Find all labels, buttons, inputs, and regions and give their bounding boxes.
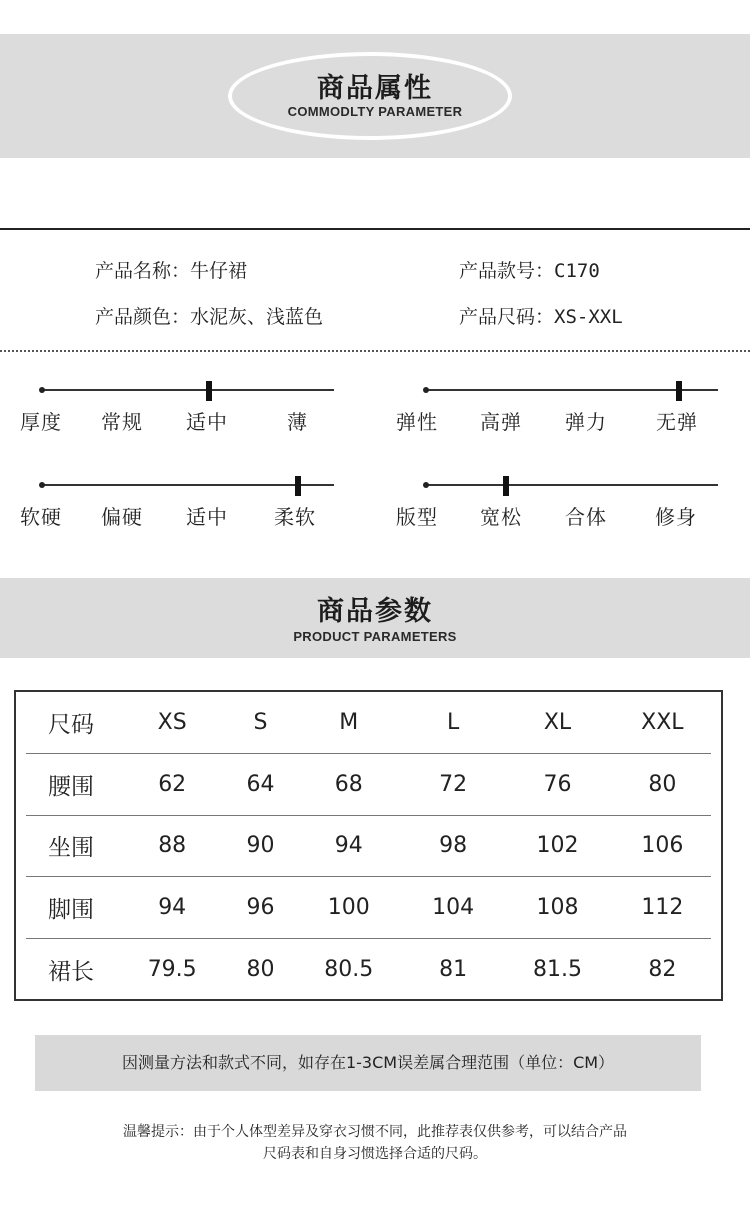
table-header-row [26, 692, 711, 754]
scale-track [42, 484, 334, 486]
table-cell: 88 [116, 816, 228, 878]
scale-label: 偏硬 [101, 505, 143, 529]
product-color-value: 水泥灰、浅蓝色 [190, 306, 324, 328]
table-cell: 80.5 [324, 956, 374, 982]
scale-marker [206, 381, 212, 401]
product-color [95, 302, 323, 329]
scale-label: 无弹 [656, 410, 698, 434]
scale-label: 软硬 [20, 505, 62, 529]
table-row [26, 877, 711, 939]
scale-label: 修身 [655, 505, 697, 529]
scale-track [426, 389, 718, 391]
scale-start-dot [39, 482, 45, 488]
table-header-cell: XL [501, 692, 613, 754]
product-color-label: 产品颜色： [95, 306, 191, 328]
scale-label: 高弹 [480, 410, 522, 434]
tip-line-1: 温馨提示：由于个人体型差异及穿衣习惯不同，此推荐表仅供参考，可以结合产品 [123, 1124, 627, 1140]
parameters-title-en: PRODUCT PARAMETERS [293, 629, 457, 644]
table-cell: 80 [614, 754, 711, 816]
product-code-label: 产品款号： [459, 260, 555, 282]
section-divider [0, 228, 750, 230]
product-size-value: XS-XXL [554, 306, 623, 328]
table-cell: 108 [501, 877, 613, 939]
attributes-title-en: COMMODLTY PARAMETER [287, 104, 463, 119]
table-cell: 81 [439, 956, 468, 982]
table-cell: 79.5 [147, 956, 197, 982]
product-code [459, 256, 600, 283]
scale-track [42, 389, 334, 391]
table-row [26, 754, 711, 816]
table-cell: 112 [614, 877, 711, 939]
scale-label: 弹性 [396, 410, 438, 434]
table-cell: 106 [614, 816, 711, 878]
table-cell: 90 [228, 816, 292, 878]
scale-label: 合体 [565, 505, 607, 529]
table-row-header: 脚围 [26, 877, 116, 939]
tip-line-2: 尺码表和自身习惯选择合适的尺码。 [263, 1146, 487, 1162]
scale-track [426, 484, 718, 486]
table-header-cell: 尺码 [26, 692, 116, 754]
product-name-value: 牛仔裙 [190, 260, 248, 282]
table-cell: 81.5 [533, 956, 582, 982]
table-cell: 96 [228, 877, 292, 939]
product-size-range [459, 302, 623, 329]
scale-start-dot [423, 387, 429, 393]
table-header-cell: S [228, 692, 292, 754]
table-header-cell: M [293, 692, 405, 754]
scale-label: 常规 [101, 410, 143, 434]
measurement-note: 因测量方法和款式不同，如存在1-3CM误差属合理范围（单位：CM） [35, 1035, 701, 1091]
table-cell: 80 [246, 956, 275, 982]
table-cell: 100 [293, 877, 405, 939]
table-row-header: 腰围 [26, 754, 116, 816]
table-cell: 94 [293, 816, 405, 878]
parameters-title-cn: 商品参数 [317, 596, 433, 627]
scale-marker [676, 381, 682, 401]
table-cell: 72 [405, 754, 501, 816]
table-cell: 82 [648, 956, 677, 982]
scale-label: 版型 [396, 505, 438, 529]
product-code-value: C170 [554, 260, 600, 282]
scale-label: 适中 [186, 505, 228, 529]
size-table [14, 690, 723, 1001]
product-name-label: 产品名称： [95, 260, 191, 282]
scale-label: 适中 [186, 410, 228, 434]
table-row [26, 939, 711, 999]
dotted-divider [0, 350, 750, 352]
scale-start-dot [423, 482, 429, 488]
table-header-cell: XXL [614, 692, 711, 754]
scale-marker [295, 476, 301, 496]
table-cell: 62 [116, 754, 228, 816]
table-row-header: 坐围 [26, 816, 116, 878]
product-size-label: 产品尺码： [459, 306, 555, 328]
scale-start-dot [39, 387, 45, 393]
scale-marker [503, 476, 509, 496]
table-cell: 104 [405, 877, 501, 939]
table-row [26, 816, 711, 878]
table-cell: 68 [293, 754, 405, 816]
table-cell: 64 [228, 754, 292, 816]
scale-label: 薄 [287, 410, 308, 434]
scale-label: 弹力 [565, 410, 607, 434]
table-cell: 76 [501, 754, 613, 816]
scale-label: 厚度 [20, 410, 62, 434]
table-row-header: 裙长 [48, 958, 94, 985]
table-cell: 94 [116, 877, 228, 939]
scale-label: 宽松 [480, 505, 522, 529]
table-cell: 98 [405, 816, 501, 878]
scale-label: 柔软 [274, 505, 316, 529]
table-header-cell: XS [116, 692, 228, 754]
product-name [95, 256, 247, 283]
table-cell: 102 [501, 816, 613, 878]
attributes-title-cn: 商品属性 [317, 73, 433, 104]
table-header-cell: L [405, 692, 501, 754]
